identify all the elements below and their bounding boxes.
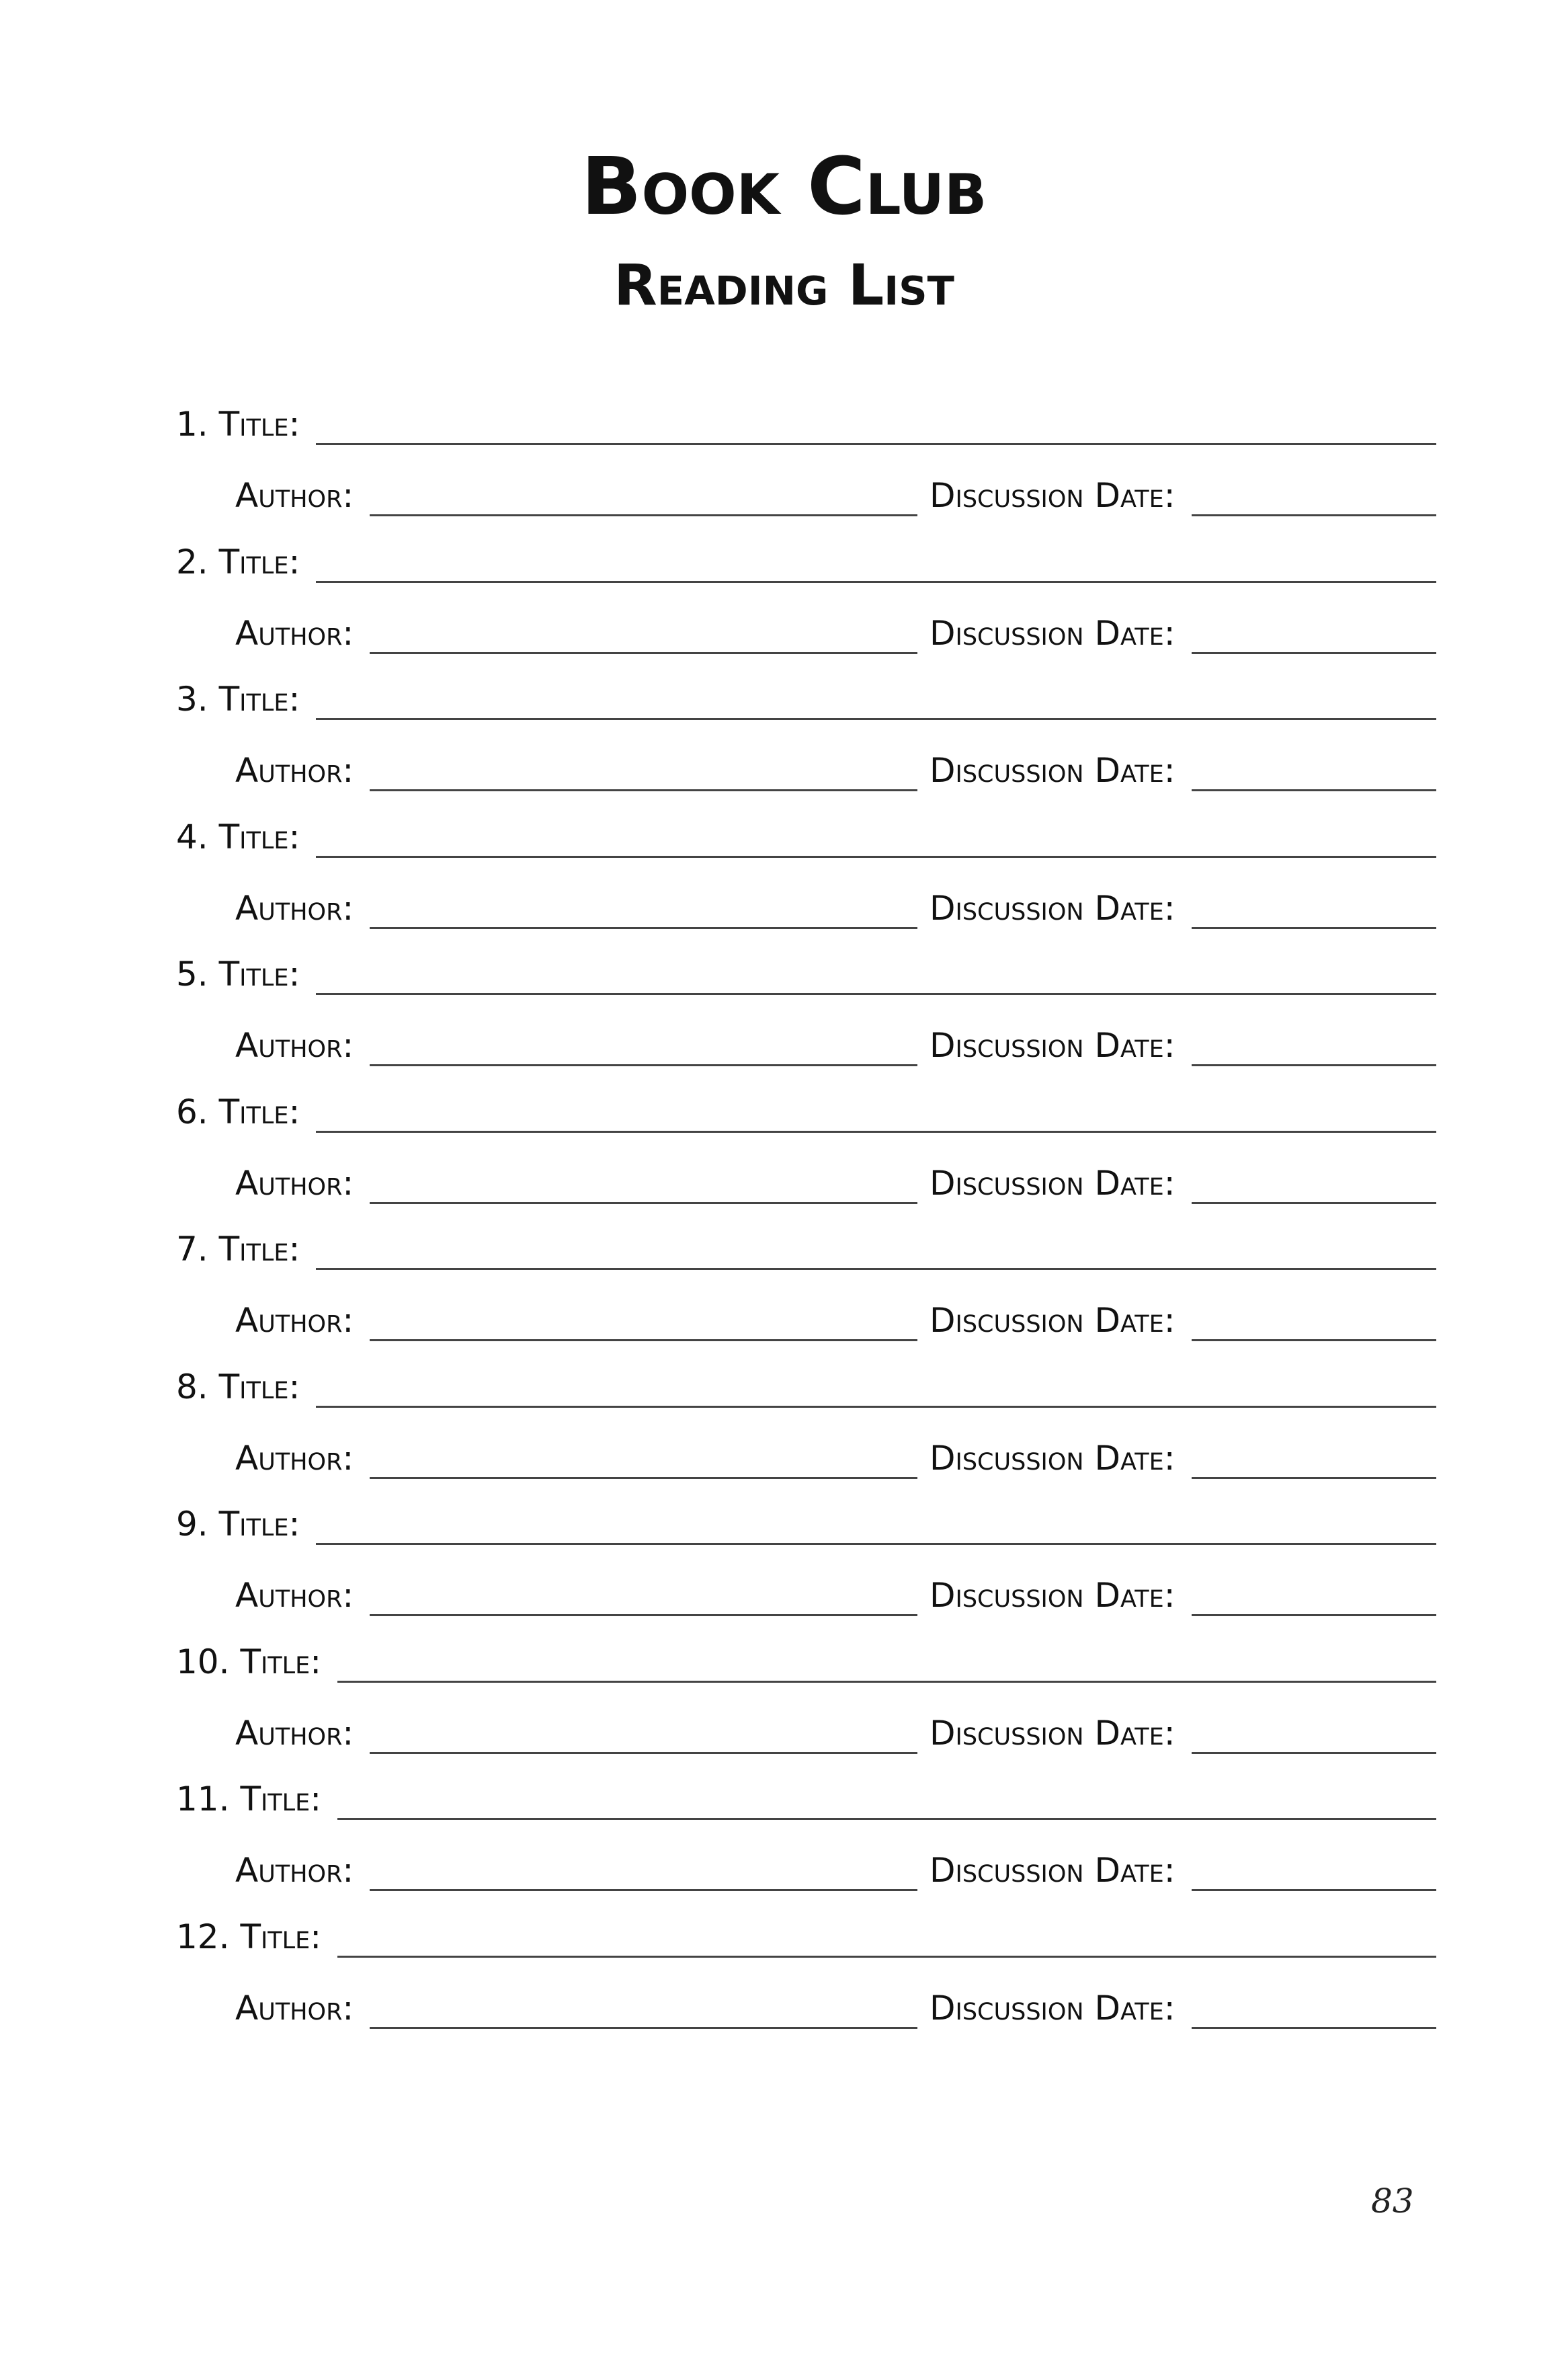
title-label: Title: [218, 543, 300, 582]
discussion-date-label: Discussion Date: [930, 1851, 1175, 1890]
discussion-date-blank-line[interactable] [1192, 789, 1436, 791]
title-row [176, 817, 1436, 858]
discussion-date-label: Discussion Date: [930, 1439, 1175, 1478]
author-label: Author: [235, 1851, 354, 1890]
author-blank-line[interactable] [370, 652, 917, 654]
discussion-date-label: Discussion Date: [930, 1989, 1175, 2028]
discussion-date-row [930, 1026, 1436, 1066]
discussion-date-label: Discussion Date: [930, 614, 1175, 653]
discussion-date-label: Discussion Date: [930, 1576, 1175, 1615]
discussion-date-label: Discussion Date: [930, 751, 1175, 790]
title-label: Title: [218, 680, 300, 719]
author-blank-line[interactable] [370, 927, 917, 929]
author-label: Author: [235, 1576, 354, 1615]
entry-title-label [176, 545, 300, 583]
author-label: Author: [235, 889, 354, 928]
title-blank-line[interactable] [316, 993, 1436, 995]
author-blank-line[interactable] [370, 789, 917, 791]
author-row [235, 1989, 917, 2029]
author-label: Author: [235, 1301, 354, 1340]
entry-title-label [176, 1917, 322, 1958]
entry-title-label [176, 682, 300, 720]
discussion-date-row [930, 1439, 1436, 1479]
author-blank-line[interactable] [370, 1477, 917, 1479]
title-label: Title: [240, 1917, 322, 1956]
title-blank-line[interactable] [316, 1131, 1436, 1133]
author-row [235, 1714, 917, 1754]
author-blank-line[interactable] [370, 1889, 917, 1891]
title-label: Title: [218, 1092, 300, 1131]
discussion-date-row [930, 476, 1436, 516]
author-label: Author: [235, 1026, 354, 1065]
entry-number: 3. [176, 680, 208, 719]
discussion-date-row [930, 751, 1436, 791]
title-label: Title: [240, 1780, 322, 1819]
author-label: Author: [235, 751, 354, 790]
entry-number: 8. [176, 1367, 208, 1406]
author-blank-line[interactable] [370, 2027, 917, 2029]
author-blank-line[interactable] [370, 1202, 917, 1204]
title-label: Title: [218, 1505, 300, 1544]
entry-number: 11. [176, 1780, 230, 1819]
discussion-date-label: Discussion Date: [930, 1164, 1175, 1203]
entry-title-label [176, 1782, 321, 1820]
entry-title-label [176, 1367, 300, 1408]
page-title: Book Club [581, 140, 987, 233]
author-blank-line[interactable] [370, 1339, 917, 1341]
author-row [235, 1026, 917, 1066]
author-label: Author: [235, 1439, 354, 1478]
title-label: Title: [218, 1367, 300, 1406]
entry-title-label [176, 957, 300, 995]
entry-title-label [176, 1092, 300, 1133]
title-label: Title: [218, 1230, 300, 1269]
author-row [235, 614, 917, 654]
author-label: Author: [235, 1164, 354, 1203]
author-label: Author: [235, 1714, 354, 1753]
entry-number: 4. [176, 817, 208, 856]
title-label: Title: [218, 955, 300, 994]
discussion-date-row [930, 614, 1436, 654]
discussion-date-label: Discussion Date: [930, 1301, 1175, 1340]
discussion-date-blank-line[interactable] [1192, 1202, 1436, 1204]
title-blank-line[interactable] [316, 718, 1436, 720]
discussion-date-row [930, 1714, 1436, 1754]
title-blank-line[interactable] [316, 856, 1436, 858]
title-label: Title: [240, 1642, 322, 1681]
discussion-date-blank-line[interactable] [1192, 927, 1436, 929]
discussion-date-label: Discussion Date: [930, 476, 1175, 515]
discussion-date-label: Discussion Date: [930, 1714, 1175, 1753]
author-blank-line[interactable] [370, 514, 917, 516]
author-blank-line[interactable] [370, 1614, 917, 1616]
title-label: Title: [218, 817, 300, 856]
author-label: Author: [235, 1989, 354, 2028]
title-blank-line[interactable] [316, 1268, 1436, 1270]
author-row [235, 1439, 917, 1479]
title-row [176, 680, 1436, 720]
discussion-date-blank-line[interactable] [1192, 2027, 1436, 2029]
entry-number: 1. [176, 405, 208, 444]
discussion-date-blank-line[interactable] [1192, 514, 1436, 516]
discussion-date-row [930, 889, 1436, 929]
discussion-date-row [930, 1164, 1436, 1204]
discussion-date-blank-line[interactable] [1192, 1477, 1436, 1479]
author-row [235, 1301, 917, 1341]
title-blank-line[interactable] [337, 1956, 1436, 1958]
entry-number: 6. [176, 1092, 208, 1131]
title-row [176, 1642, 1436, 1683]
author-label: Author: [235, 476, 354, 515]
title-blank-line[interactable] [316, 1543, 1436, 1545]
title-row [176, 955, 1436, 995]
title-row [176, 543, 1436, 583]
author-blank-line[interactable] [370, 1064, 917, 1066]
title-blank-line[interactable] [316, 1406, 1436, 1408]
author-row [235, 889, 917, 929]
author-row [235, 1851, 917, 1891]
author-row [235, 751, 917, 791]
discussion-date-blank-line[interactable] [1192, 652, 1436, 654]
entry-title-label [176, 1507, 300, 1545]
discussion-date-row [930, 1989, 1436, 2029]
title-row [176, 1367, 1436, 1408]
entry-title-label [176, 817, 300, 858]
entry-title-label [176, 1642, 322, 1683]
title-blank-line[interactable] [316, 581, 1436, 583]
title-blank-line[interactable] [316, 443, 1436, 445]
discussion-date-blank-line[interactable] [1192, 1064, 1436, 1066]
entry-number: 12. [176, 1917, 230, 1956]
discussion-date-row [930, 1851, 1436, 1891]
title-row [176, 405, 1436, 445]
discussion-date-blank-line[interactable] [1192, 1339, 1436, 1341]
title-row [176, 1230, 1436, 1270]
author-row [235, 476, 917, 516]
author-row [235, 1576, 917, 1616]
discussion-date-row [930, 1576, 1436, 1616]
discussion-date-row [930, 1301, 1436, 1341]
author-label: Author: [235, 614, 354, 653]
page-number: 83 [1371, 2182, 1414, 2221]
entry-title-label [176, 1232, 300, 1270]
title-blank-line[interactable] [337, 1818, 1436, 1820]
discussion-date-label: Discussion Date: [930, 889, 1175, 928]
entry-number: 9. [176, 1505, 208, 1544]
entry-number: 10. [176, 1642, 230, 1681]
title-row [176, 1780, 1436, 1820]
discussion-date-blank-line[interactable] [1192, 1614, 1436, 1616]
entry-number: 5. [176, 955, 208, 994]
title-blank-line[interactable] [337, 1681, 1436, 1683]
page-subtitle: Reading List [614, 252, 954, 318]
discussion-date-label: Discussion Date: [930, 1026, 1175, 1065]
discussion-date-blank-line[interactable] [1192, 1889, 1436, 1891]
discussion-date-blank-line[interactable] [1192, 1752, 1436, 1754]
entry-title-label [176, 407, 300, 445]
author-row [235, 1164, 917, 1204]
entry-number: 7. [176, 1230, 208, 1269]
title-label: Title: [218, 405, 300, 444]
author-blank-line[interactable] [370, 1752, 917, 1754]
title-row [176, 1505, 1436, 1545]
title-row [176, 1917, 1436, 1958]
entry-number: 2. [176, 543, 208, 582]
title-row [176, 1092, 1436, 1133]
